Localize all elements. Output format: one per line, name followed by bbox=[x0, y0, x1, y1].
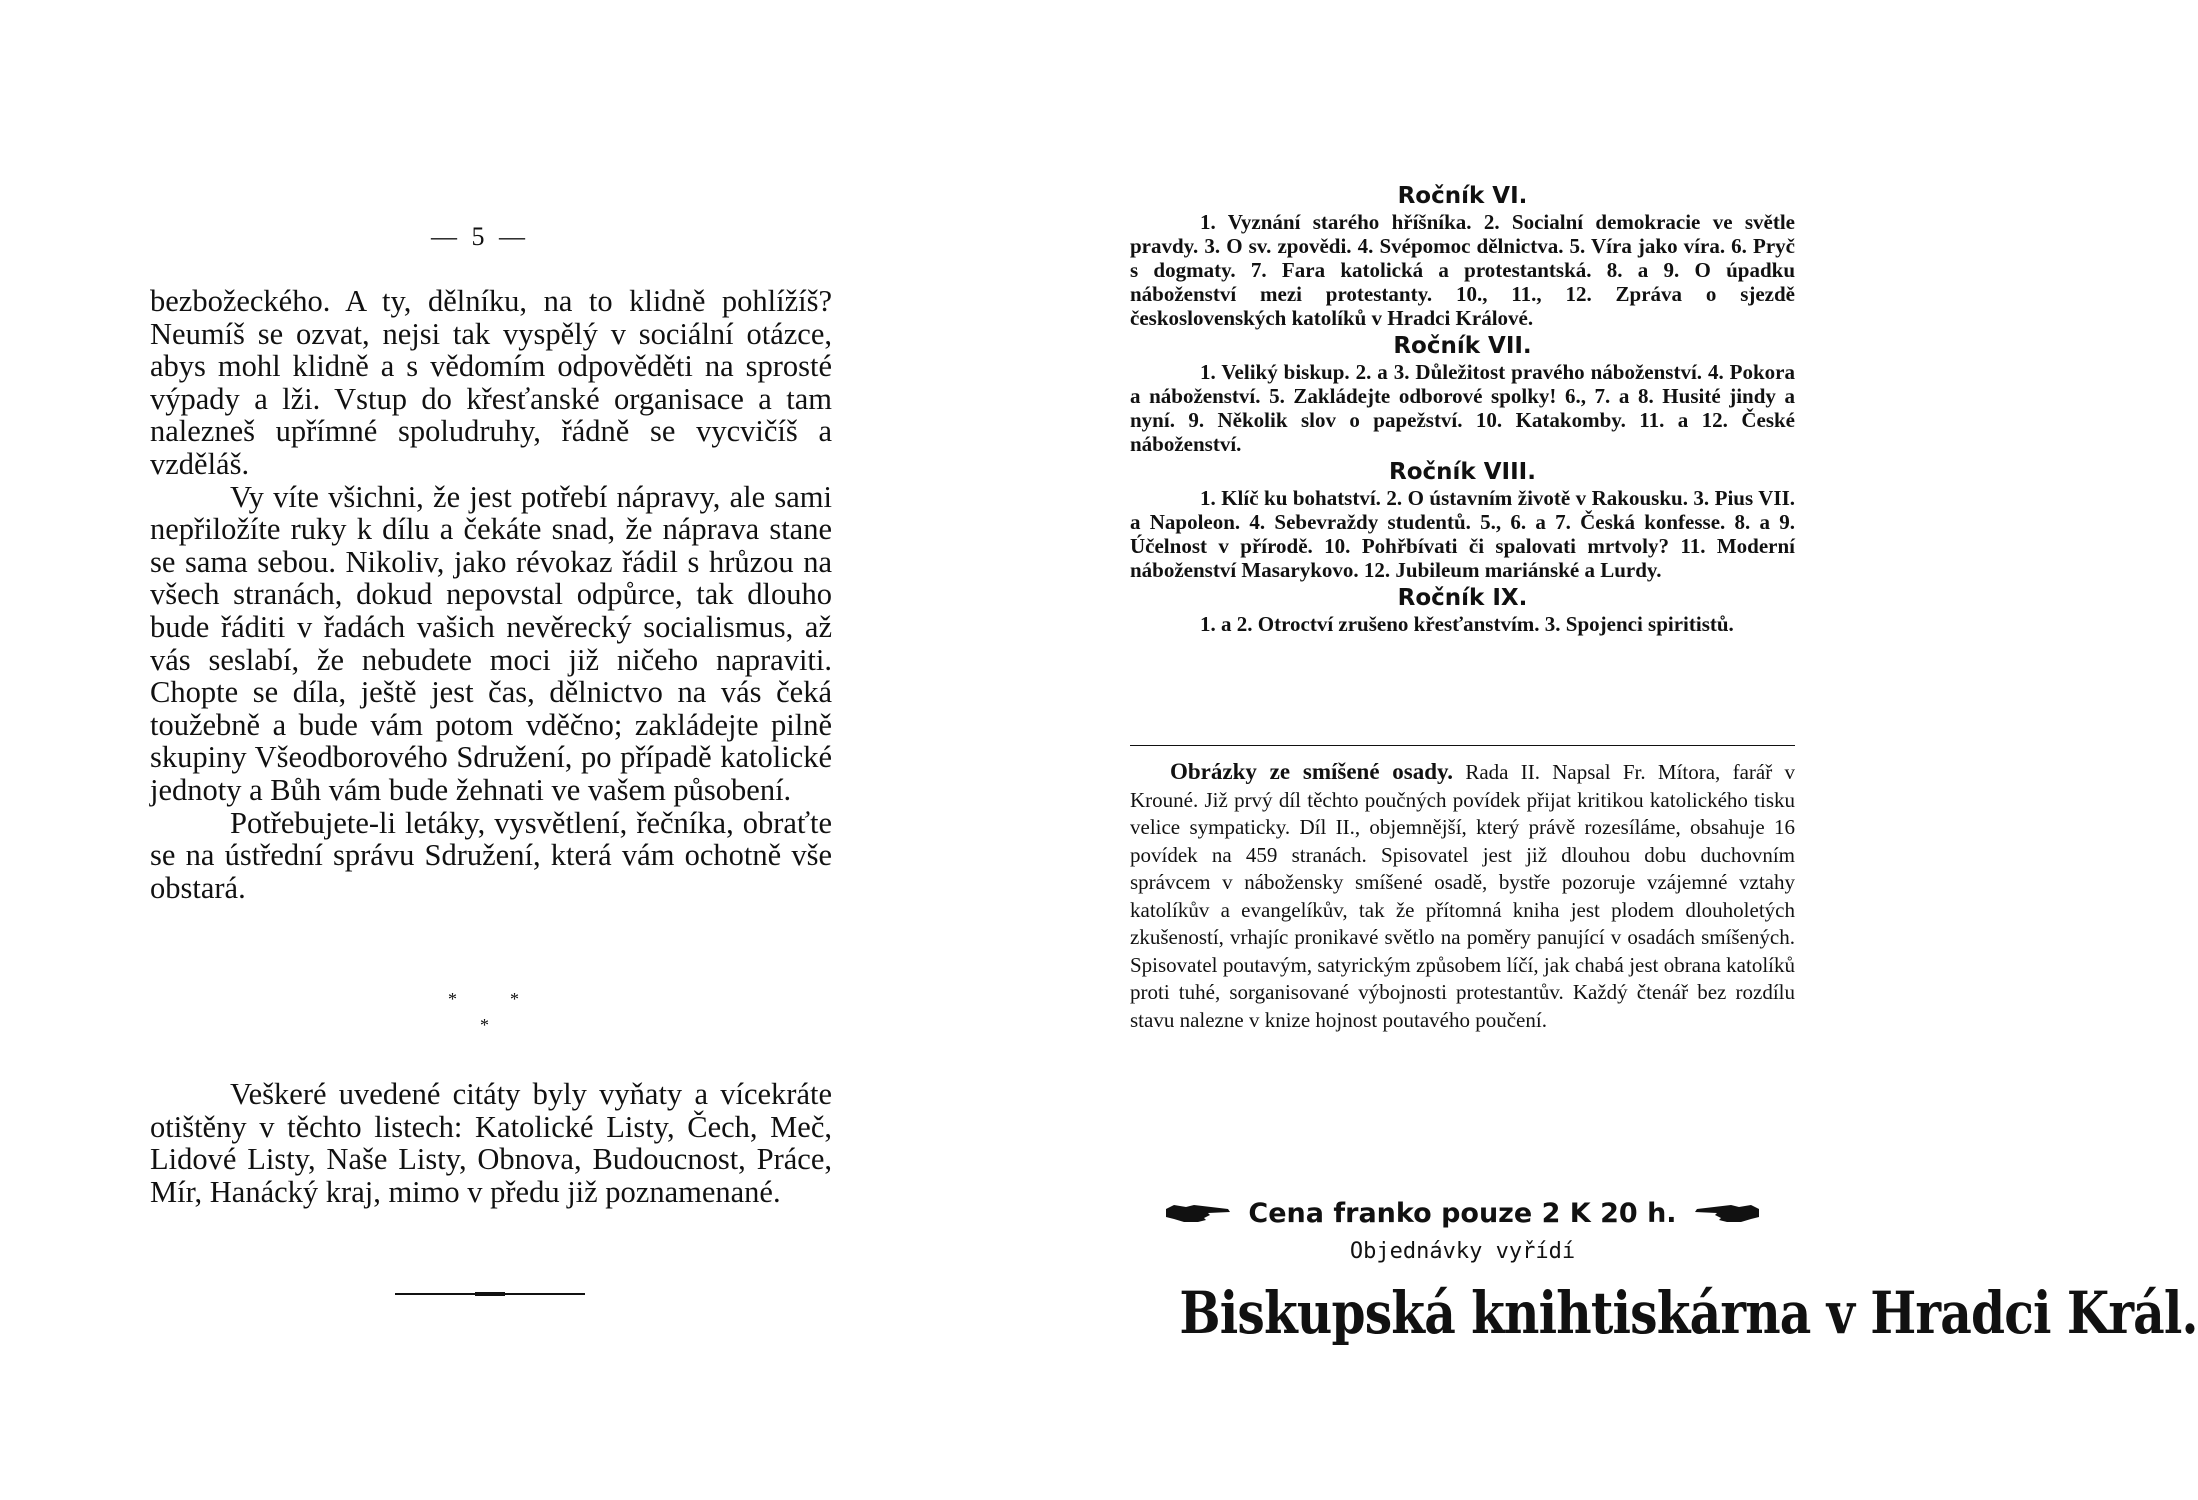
volume-heading: Ročník VI. bbox=[1397, 183, 1528, 209]
left-page bbox=[0, 0, 975, 1500]
volume-contents: 1. Klíč ku bohatství. 2. O ústavním životě v Rakousku. 3. Pius VII. a Napoleon. 4. Sebevraždy studentů. 5., 6. a 7. Česká konfesse. 8. a 9. Účelnost v přírodě. 10. Pohřbívati či spalovati mrtvoly? 11. Moderní náboženství Masarykovo. 12. Jubileum mariánské a Lurdy. bbox=[1130, 486, 1795, 582]
paragraph: Vy víte všichni, že jest potřebí nápravy, ale sami nepřiložíte ruky k dílu a čekáte snad, že náprava stane se sama sebou. Nikoliv, jako révokaz řádil s hrůzou na všech stranách, dokud nepovstal odpůrce, tak dlouho bude řáditi v řadách vašich nevěrecký socialismus, až vás seslabí, že nebudete moci již ničeho napraviti. Chopte se díla, ještě jest čas, dělnictvo na vás čeká toužebně a bude vám potom vděčno; zakládejte pilně skupiny Všeodborového Sdružení, po případě katolické jednoty a Bůh vám bude žehnati ve vašem působení. bbox=[150, 479, 832, 807]
section-divider bbox=[1130, 745, 1795, 746]
paragraph: bezbožeckého. A ty, dělníku, na to klidně pohlížíš? Neumíš se ozvat, nejsi tak vyspělý v sociální otázce, abys mohl klidně a s vědomím odpověděti na sprosté výpady a lži. Vstup do křesťanské organisace a tam nalezneš upřímné spoludruhy, řádně se vycvičíš a vzděláš. bbox=[150, 284, 832, 481]
end-rule-divider bbox=[395, 1293, 585, 1295]
orders-line: Objednávky vyřídí bbox=[1349, 1239, 1576, 1264]
right-page bbox=[975, 0, 2198, 1500]
price-line bbox=[1130, 1195, 1795, 1231]
citations-note bbox=[150, 1078, 832, 1208]
page-number: — 5 — bbox=[431, 222, 529, 251]
book-advertisement bbox=[1130, 758, 1795, 1034]
volume-heading: Ročník VII. bbox=[1393, 333, 1532, 359]
volume-contents: 1. Vyznání starého hříšníka. 2. Socialní demokracie ve světle pravdy. 3. O sv. zpovědi. 4. Svépomoc dělnictva. 5. Víra jako víra. 6. Pryč s dogmaty. 7. Fara katolická a protestantská. 8. a 9. O úpadku náboženství mezi protestanty. 10., 11., 12. Zpráva o sjezdě československých katolíků v Hradci Králové. bbox=[1130, 210, 1795, 330]
volume-contents: 1. Veliký biskup. 2. a 3. Důležitost pravého náboženství. 4. Pokora a náboženství. 5. Zakládejte odborové spolky! 6., 7. a 8. Husité jindy a nyní. 9. Několik slov o papežství. 10. Katakomby. 11. a 12. České náboženství. bbox=[1130, 360, 1795, 456]
main-text bbox=[150, 285, 832, 904]
volume-heading: Ročník VIII. bbox=[1389, 459, 1536, 485]
star-ornament: * bbox=[510, 989, 519, 1009]
star-ornament: * bbox=[480, 1015, 489, 1035]
star-ornament: * bbox=[448, 989, 457, 1009]
printer-name: Biskupská knihtiskárna v Hradci Král. bbox=[1179, 1279, 2198, 1347]
volume-heading: Ročník IX. bbox=[1397, 585, 1528, 611]
pointing-hand-left-icon bbox=[1691, 1201, 1761, 1225]
price-text: Cena franko pouze 2 K 20 h. bbox=[1248, 1197, 1677, 1229]
paragraph: Potřebujete-li letáky, vysvětlení, řečníka, obraťte se na ústřední správu Sdružení, která vám ochotně vše obstará. bbox=[150, 805, 832, 905]
volumes-catalog bbox=[1130, 180, 1795, 636]
pointing-hand-right-icon bbox=[1164, 1201, 1234, 1225]
book-description: Rada II. Napsal Fr. Mítora, farář v Krouné. Již prvý díl těchto poučných povídek přijat kritikou katolického tisku velice sympaticky. Díl II., objemnější, který právě rozesíláme, obsahuje 16 povídek na 459 stranách. Spisovatel jest již dlouhou dobu duchovním správcem v nábožensky smíšené osadě, bystře pozoruje vzájemné vztahy katolíkův a evangelíkův, tak že přítomná kniha jest plodem dlouholetých zkušeností, vrhajíc pronikavé světlo na poměry panující v osadách smíšených. Spisovatel poutavým, satyrickým způsobem líčí, jak chabá jest obrana katolíků proti tuhé, sorganisované výbojnosti protestantův. Každý čtenář bez rozdílu stavu nalezne v knize hojnost poutavého poučení. bbox=[1130, 760, 1795, 1032]
asterism-ornament bbox=[440, 990, 540, 1035]
book-title: Obrázky ze smíšené osady. bbox=[1170, 759, 1454, 784]
volume-contents: 1. a 2. Otroctví zrušeno křesťanstvím. 3. Spojenci spiritistů. bbox=[1200, 612, 1734, 636]
citations-paragraph: Veškeré uvedené citáty byly vyňaty a vícekráte otištěny v těchto listech: Katolické Listy, Čech, Meč, Lidové Listy, Naše Listy, Obnova, Budoucnost, Práce, Mír, Hanácký kraj, mimo v předu již poznamenané. bbox=[150, 1077, 832, 1209]
